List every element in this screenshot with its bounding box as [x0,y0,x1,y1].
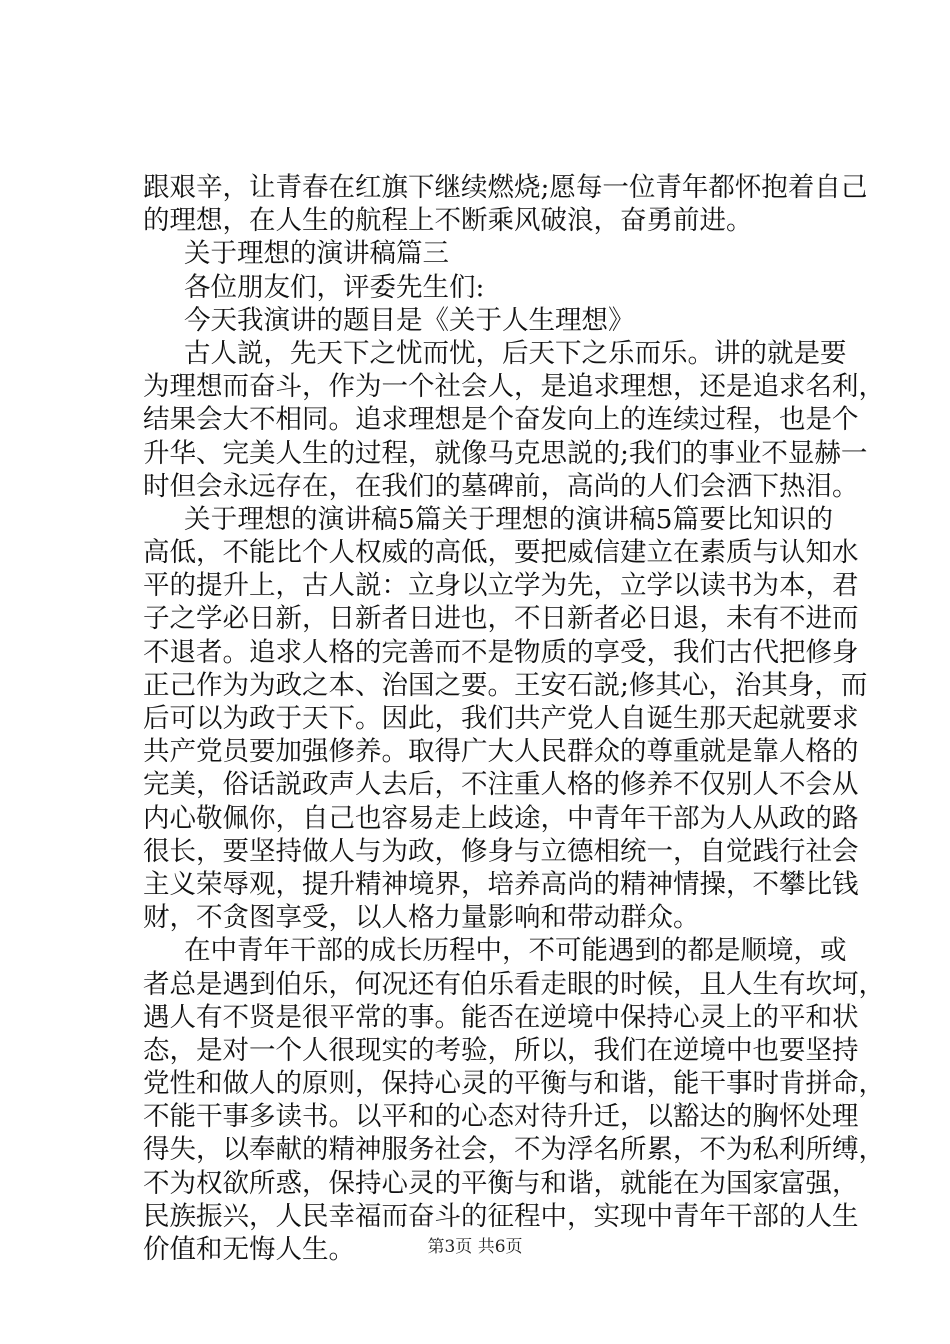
text-line: 主义荣辱观，提升精神境界，培养高尚的精神情操，不攀比钱 [143,868,859,900]
text-line: 为理想而奋斗，作为一个社会人，是追求理想，还是追求名利， [143,371,885,403]
text-line: 正己作为为政之本、治国之要。王安石説;修其心，治其身，而 [143,669,868,701]
text-line: 时但会永远存在，在我们的墓碑前，高尚的人们会洒下热泪。 [143,470,859,502]
text-line: 关于理想的演讲稿篇三 [184,238,449,270]
text-line: 共产党员要加强修养。取得广大人民群众的尊重就是靠人格的 [143,736,859,768]
text-line: 价值和无悔人生。 [143,1234,355,1265]
text-line: 今天我演讲的题目是《关于人生理想》 [184,304,635,336]
text-line: 在中青年干部的成长历程中，不可能遇到的都是顺境，或 [184,935,847,967]
text-line: 遇人有不贤是很平常的事。能否在逆境中保持心灵上的平和状 [143,1001,859,1033]
text-line: 高低，不能比个人权威的高低，要把威信建立在素质与认知水 [143,537,859,569]
text-line: 党性和做人的原则，保持心灵的平衡与和谐，能干事时肯拼命， [143,1068,885,1100]
text-line: 民族振兴，人民幸福而奋斗的征程中，实现中青年干部的人生 [143,1200,859,1232]
text-line: 得失，以奉献的精神服务社会，不为浮名所累，不为私利所缚， [143,1134,885,1166]
text-line: 财，不贪图享受，以人格力量影响和带动群众。 [143,902,700,934]
text-line: 结果会大不相同。追求理想是个奋发向上的连续过程，也是个 [143,404,859,436]
text-line: 不能干事多读书。以平和的心态对待升迁，以豁达的胸怀处理 [143,1101,859,1133]
text-line: 不退者。追求人格的完善而不是物质的享受，我们古代把修身 [143,636,859,668]
text-line: 者总是遇到伯乐，何况还有伯乐看走眼的时候，且人生有坎坷， [143,968,885,1000]
text-line: 内心敬佩你，自己也容易走上歧途，中青年干部为人从政的路 [143,802,859,834]
page-number-footer: 第3页 共6页 [427,1237,523,1257]
text-line: 跟艰辛，让青春在红旗下继续燃烧;愿每一位青年都怀抱着自己 [143,172,868,203]
text-line: 态，是对一个人很现实的考验，所以，我们在逆境中也要坚持 [143,1034,859,1066]
text-line: 后可以为政于天下。因此，我们共产党人自诞生那天起就要求 [143,703,859,734]
text-line: 的理想，在人生的航程上不断乘风破浪，奋勇前进。 [143,205,753,237]
text-line: 古人説，先天下之忧而忧，后天下之乐而乐。讲的就是要 [184,337,847,369]
text-line: 各位朋友们，评委先生们: [184,271,485,303]
text-line: 不为权欲所惑，保持心灵的平衡与和谐，就能在为国家富强， [143,1167,859,1199]
text-line: 完美，俗话説政声人去后，不注重人格的修养不仅别人不会从 [143,769,859,801]
text-line: 子之学必日新，日新者日进也，不日新者必日退，未有不进而 [143,603,859,635]
text-line: 升华、完美人生的过程，就像马克思説的;我们的事业不显赫一 [143,437,868,469]
text-line: 关于理想的演讲稿5篇关于理想的演讲稿5篇要比知识的 [184,503,833,535]
text-line: 平的提升上，古人説：立身以立学为先，立学以读书为本，君 [143,570,859,602]
body-text [143,171,885,1266]
text-line: 很长，要坚持做人与为政，修身与立德相统一，自觉践行社会 [143,835,859,867]
